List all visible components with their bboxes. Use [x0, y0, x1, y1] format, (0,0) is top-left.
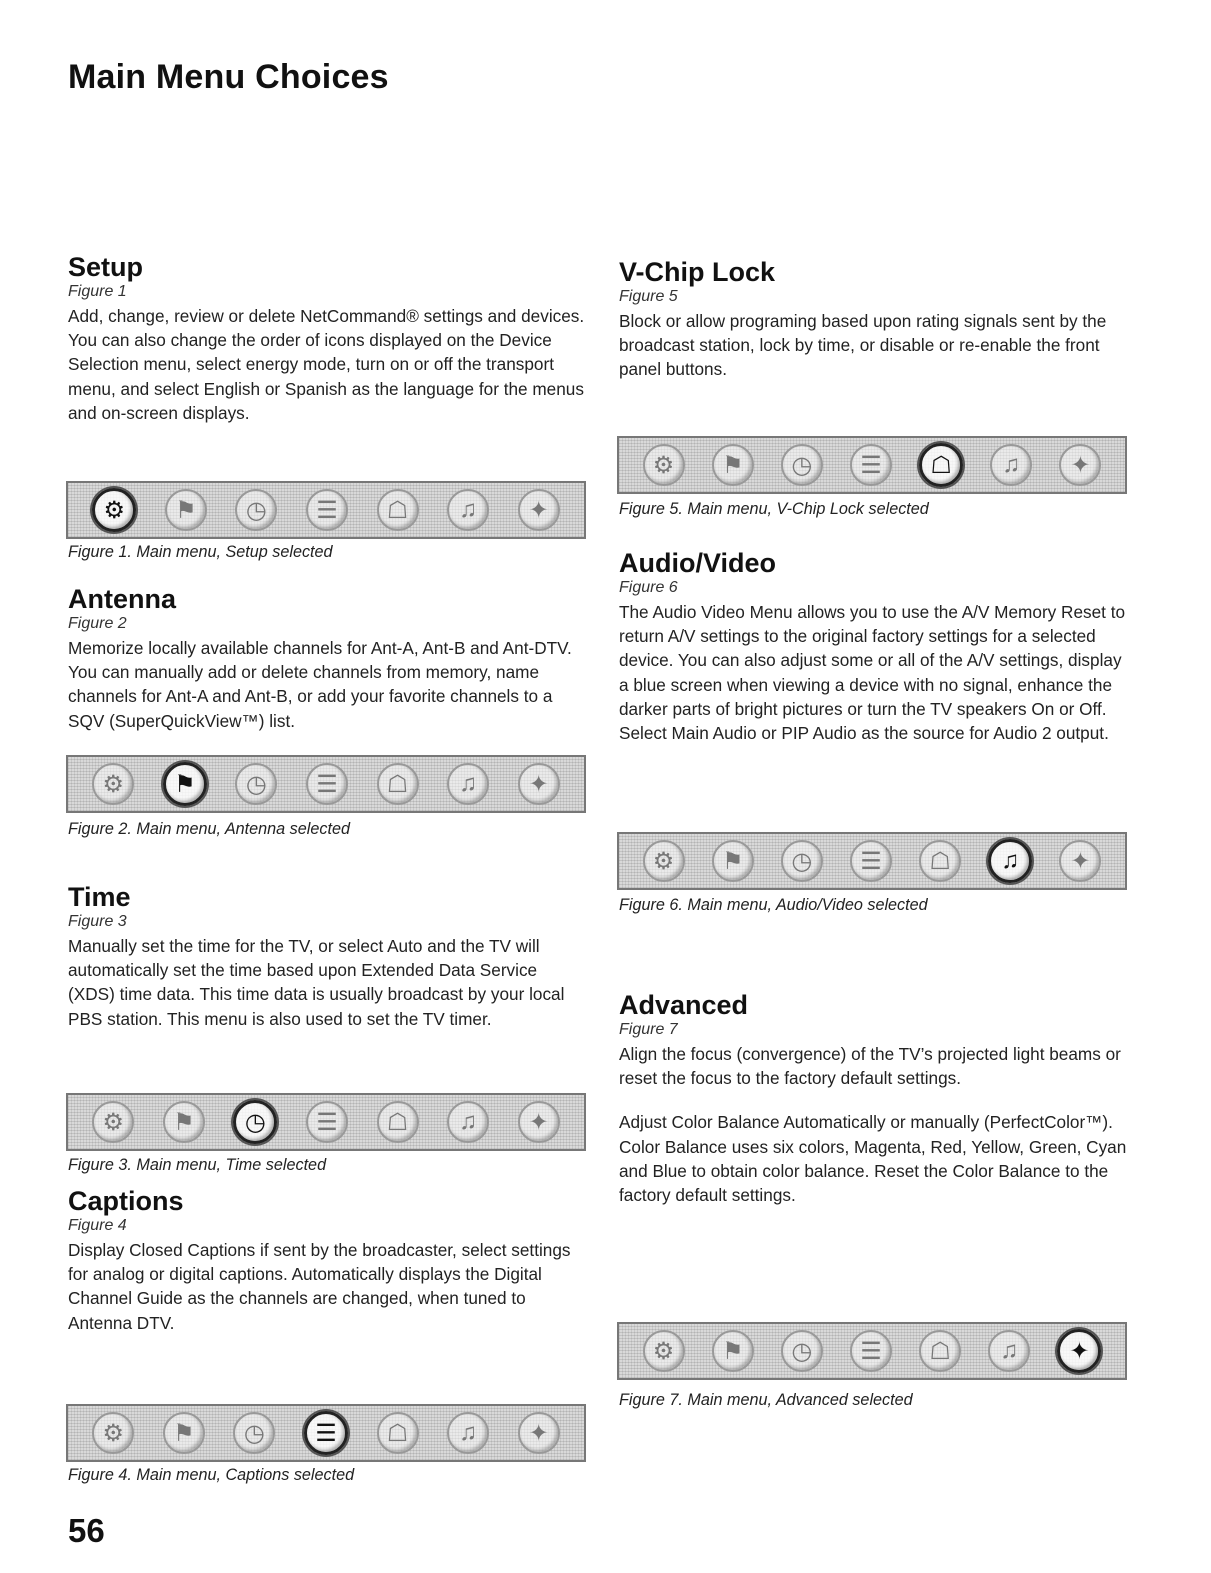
audio-video-icon: ♫ [447, 1101, 489, 1143]
captions-icon: ☰ [306, 489, 348, 531]
time-icon: ◷ [781, 840, 823, 882]
figure-caption: Figure 3. Main menu, Time selected [68, 1156, 327, 1174]
page-number: 56 [68, 1512, 105, 1549]
captions-icon: ☰ [306, 763, 348, 805]
main-menu-figure-2 [66, 755, 586, 813]
figure-caption: Figure 5. Main menu, V-Chip Lock selected [619, 500, 929, 518]
section-heading: Advanced [619, 990, 749, 1020]
time-icon: ◷ [233, 1100, 277, 1144]
figure-reference: Figure 5 [619, 288, 678, 305]
advanced-icon: ✦ [1057, 1329, 1101, 1373]
section-vchip-lock [619, 257, 1129, 382]
setup-icon: ⚙ [92, 763, 134, 805]
section-heading: Captions [68, 1186, 184, 1216]
audio-video-icon: ♫ [447, 1412, 489, 1454]
section-heading: V-Chip Lock [619, 257, 776, 287]
main-menu-figure-7 [617, 1322, 1127, 1380]
advanced-icon: ✦ [1059, 840, 1101, 882]
vchip-lock-icon: ☖ [377, 1101, 419, 1143]
antenna-icon: ⚑ [163, 762, 207, 806]
section-body: Display Closed Captions if sent by the broadcaster, select settings for analog or digital captions. Automatically displays the Digital Channel Guide as the channels are changed, when tuned to Antenna DTV. [68, 1240, 571, 1333]
section-body: Manually set the time for the TV, or select Auto and the TV will automatically set the time based upon Extended Data Service (XDS) time data. This time data is usually broadcast by your local PBS station. This menu is also used to set the TV timer. [68, 936, 565, 1029]
main-menu-figure-4 [66, 1404, 586, 1462]
section-body: Adjust Color Balance Automatically or manually (PerfectColor™). Color Balance uses six colors, Magenta, Red, Yellow, Green, Cyan and Blue to obtain color balance. Reset the Color Balance to the factory default settings. [619, 1112, 1127, 1206]
figure-reference: Figure 7 [619, 1021, 678, 1038]
captions-icon: ☰ [304, 1411, 348, 1455]
main-menu-figure-6 [617, 832, 1127, 890]
figure-caption: Figure 2. Main menu, Antenna selected [68, 820, 350, 838]
section-antenna [68, 584, 588, 733]
main-menu-figure-1 [66, 481, 586, 539]
antenna-icon: ⚑ [712, 840, 754, 882]
section-heading: Time [68, 882, 131, 912]
setup-icon: ⚙ [643, 444, 685, 486]
advanced-icon: ✦ [518, 489, 560, 531]
figure-reference: Figure 3 [68, 913, 127, 930]
antenna-icon: ⚑ [163, 1412, 205, 1454]
setup-icon: ⚙ [643, 1330, 685, 1372]
audio-video-icon: ♫ [990, 444, 1032, 486]
time-icon: ◷ [781, 1330, 823, 1372]
captions-icon: ☰ [850, 840, 892, 882]
section-heading: Setup [68, 252, 144, 282]
section-advanced [619, 990, 1129, 1207]
time-icon: ◷ [235, 763, 277, 805]
figure-caption: Figure 4. Main menu, Captions selected [68, 1466, 355, 1484]
setup-icon: ⚙ [643, 840, 685, 882]
advanced-icon: ✦ [518, 1101, 560, 1143]
figure-reference: Figure 2 [68, 615, 127, 632]
vchip-lock-icon: ☖ [377, 1412, 419, 1454]
captions-icon: ☰ [850, 444, 892, 486]
antenna-icon: ⚑ [712, 444, 754, 486]
audio-video-icon: ♫ [447, 489, 489, 531]
section-setup [68, 252, 588, 425]
figure-caption: Figure 7. Main menu, Advanced selected [619, 1391, 913, 1409]
section-body: Memorize locally available channels for Ant-A, Ant-B and Ant-DTV. You can manually add or delete channels from memory, name channels for Ant-A and Ant-B, or add your favorite channels to a SQV (SuperQuickView™) list. [68, 638, 572, 731]
section-captions [68, 1186, 588, 1335]
vchip-lock-icon: ☖ [919, 1330, 961, 1372]
antenna-icon: ⚑ [163, 1101, 205, 1143]
setup-icon: ⚙ [92, 488, 136, 532]
vchip-lock-icon: ☖ [919, 443, 963, 487]
advanced-icon: ✦ [518, 763, 560, 805]
page-title: Main Menu Choices [68, 58, 389, 96]
audio-video-icon: ♫ [988, 839, 1032, 883]
time-icon: ◷ [781, 444, 823, 486]
figure-reference: Figure 4 [68, 1217, 127, 1234]
figure-reference: Figure 6 [619, 579, 678, 596]
main-menu-figure-3 [66, 1093, 586, 1151]
section-heading: Antenna [68, 584, 176, 614]
setup-icon: ⚙ [92, 1101, 134, 1143]
section-time [68, 882, 588, 1031]
figure-caption: Figure 1. Main menu, Setup selected [68, 543, 333, 561]
time-icon: ◷ [233, 1412, 275, 1454]
advanced-icon: ✦ [518, 1412, 560, 1454]
captions-icon: ☰ [306, 1101, 348, 1143]
section-heading: Audio/Video [619, 548, 777, 578]
section-audio-video [619, 548, 1129, 745]
section-body: Add, change, review or delete NetCommand® settings and devices. You can also change the order of icons displayed on the Device Selection menu, select energy mode, turn on or off the transport menu, and select English or Spanish as the language for the menus and on-screen displays. [68, 306, 585, 423]
audio-video-icon: ♫ [447, 763, 489, 805]
vchip-lock-icon: ☖ [377, 763, 419, 805]
section-body: Align the focus (convergence) of the TV’s projected light beams or reset the focus to the factory default settings. [619, 1044, 1121, 1089]
audio-video-icon: ♫ [988, 1330, 1030, 1372]
section-body: Block or allow programing based upon rating signals sent by the broadcast station, lock by time, or disable or re-enable the front panel buttons. [619, 311, 1107, 380]
antenna-icon: ⚑ [165, 489, 207, 531]
antenna-icon: ⚑ [712, 1330, 754, 1372]
vchip-lock-icon: ☖ [377, 489, 419, 531]
vchip-lock-icon: ☖ [919, 840, 961, 882]
captions-icon: ☰ [850, 1330, 892, 1372]
advanced-icon: ✦ [1059, 444, 1101, 486]
section-body: The Audio Video Menu allows you to use the A/V Memory Reset to return A/V settings to the original factory settings for a selected device. You can also adjust some or all of the A/V settings, display a blue screen when viewing a device with no signal, enhance the darker parts of bright pictures or turn the TV speakers On or Off. Select Main Audio or PIP Audio as the source for Audio 2 output. [619, 602, 1126, 744]
main-menu-figure-5 [617, 436, 1127, 494]
figure-reference: Figure 1 [68, 283, 127, 300]
time-icon: ◷ [235, 489, 277, 531]
setup-icon: ⚙ [92, 1412, 134, 1454]
figure-caption: Figure 6. Main menu, Audio/Video selected [619, 896, 928, 914]
